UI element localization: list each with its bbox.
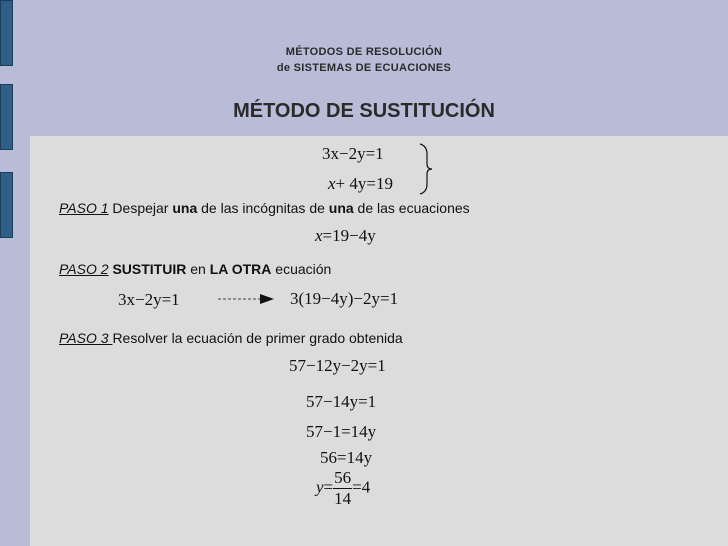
paso3-line-3: 57−1=14y xyxy=(306,422,377,441)
slide-header xyxy=(0,0,728,136)
final-var: y xyxy=(316,477,324,497)
fraction-numerator: 56 xyxy=(334,468,352,487)
system-eq-2-var: x xyxy=(328,174,336,193)
paso1-eq-rest: =19−4y xyxy=(322,226,376,245)
content-panel xyxy=(30,136,728,546)
paso2-t1: en xyxy=(186,261,210,277)
paso3-final-equation xyxy=(316,468,370,509)
paso1-equation xyxy=(315,226,376,246)
paso1-text xyxy=(59,200,470,216)
paso2-text xyxy=(59,261,331,277)
arrow-right-icon xyxy=(216,290,276,306)
paso3-line-4: 56=14y xyxy=(320,448,373,467)
paso1-t2: de las incógnitas de xyxy=(197,200,329,216)
paso1-t3: de las ecuaciones xyxy=(353,200,470,216)
subtitle-line-2: de SISTEMAS DE ECUACIONES xyxy=(276,62,452,74)
system-eq-2-rest: + 4y=19 xyxy=(335,174,393,193)
paso1-label: PASO 1 xyxy=(59,200,109,216)
system-brace-icon xyxy=(418,142,434,196)
paso1-t1: Despejar xyxy=(108,200,173,216)
final-fraction xyxy=(333,468,352,509)
paso2-right-equation: 3(19−4y)−2y=1 xyxy=(290,289,399,308)
paso3-label: PASO 3 xyxy=(59,330,113,346)
paso2-left-equation: 3x−2y=1 xyxy=(118,290,180,309)
system-eq-2 xyxy=(328,174,393,194)
paso2-t2: ecuación xyxy=(271,261,332,277)
paso1-eq-var: x xyxy=(315,226,323,245)
paso3-line-2: 57−14y=1 xyxy=(306,392,377,411)
paso3-text xyxy=(59,330,403,346)
subtitle-line-1: MÉTODOS DE RESOLUCIÓN xyxy=(285,46,443,58)
side-tab-3 xyxy=(0,172,13,238)
system-eq-1: 3x−2y=1 xyxy=(322,144,384,163)
paso2-b2: LA OTRA xyxy=(209,261,272,277)
final-eq-sign: = xyxy=(323,477,334,497)
paso3-line-1: 57−12y−2y=1 xyxy=(289,356,386,375)
paso1-b2: una xyxy=(328,200,354,216)
paso1-b1: una xyxy=(172,200,198,216)
paso2-b1: SUSTITUIR xyxy=(112,261,187,277)
fraction-denominator: 14 xyxy=(334,489,352,508)
slide-title: MÉTODO DE SUSTITUCIÓN xyxy=(233,100,495,122)
paso3-description: Resolver la ecuación de primer grado obtenida xyxy=(112,330,403,346)
final-result: =4 xyxy=(352,477,371,497)
paso2-label: PASO 2 xyxy=(59,261,109,277)
